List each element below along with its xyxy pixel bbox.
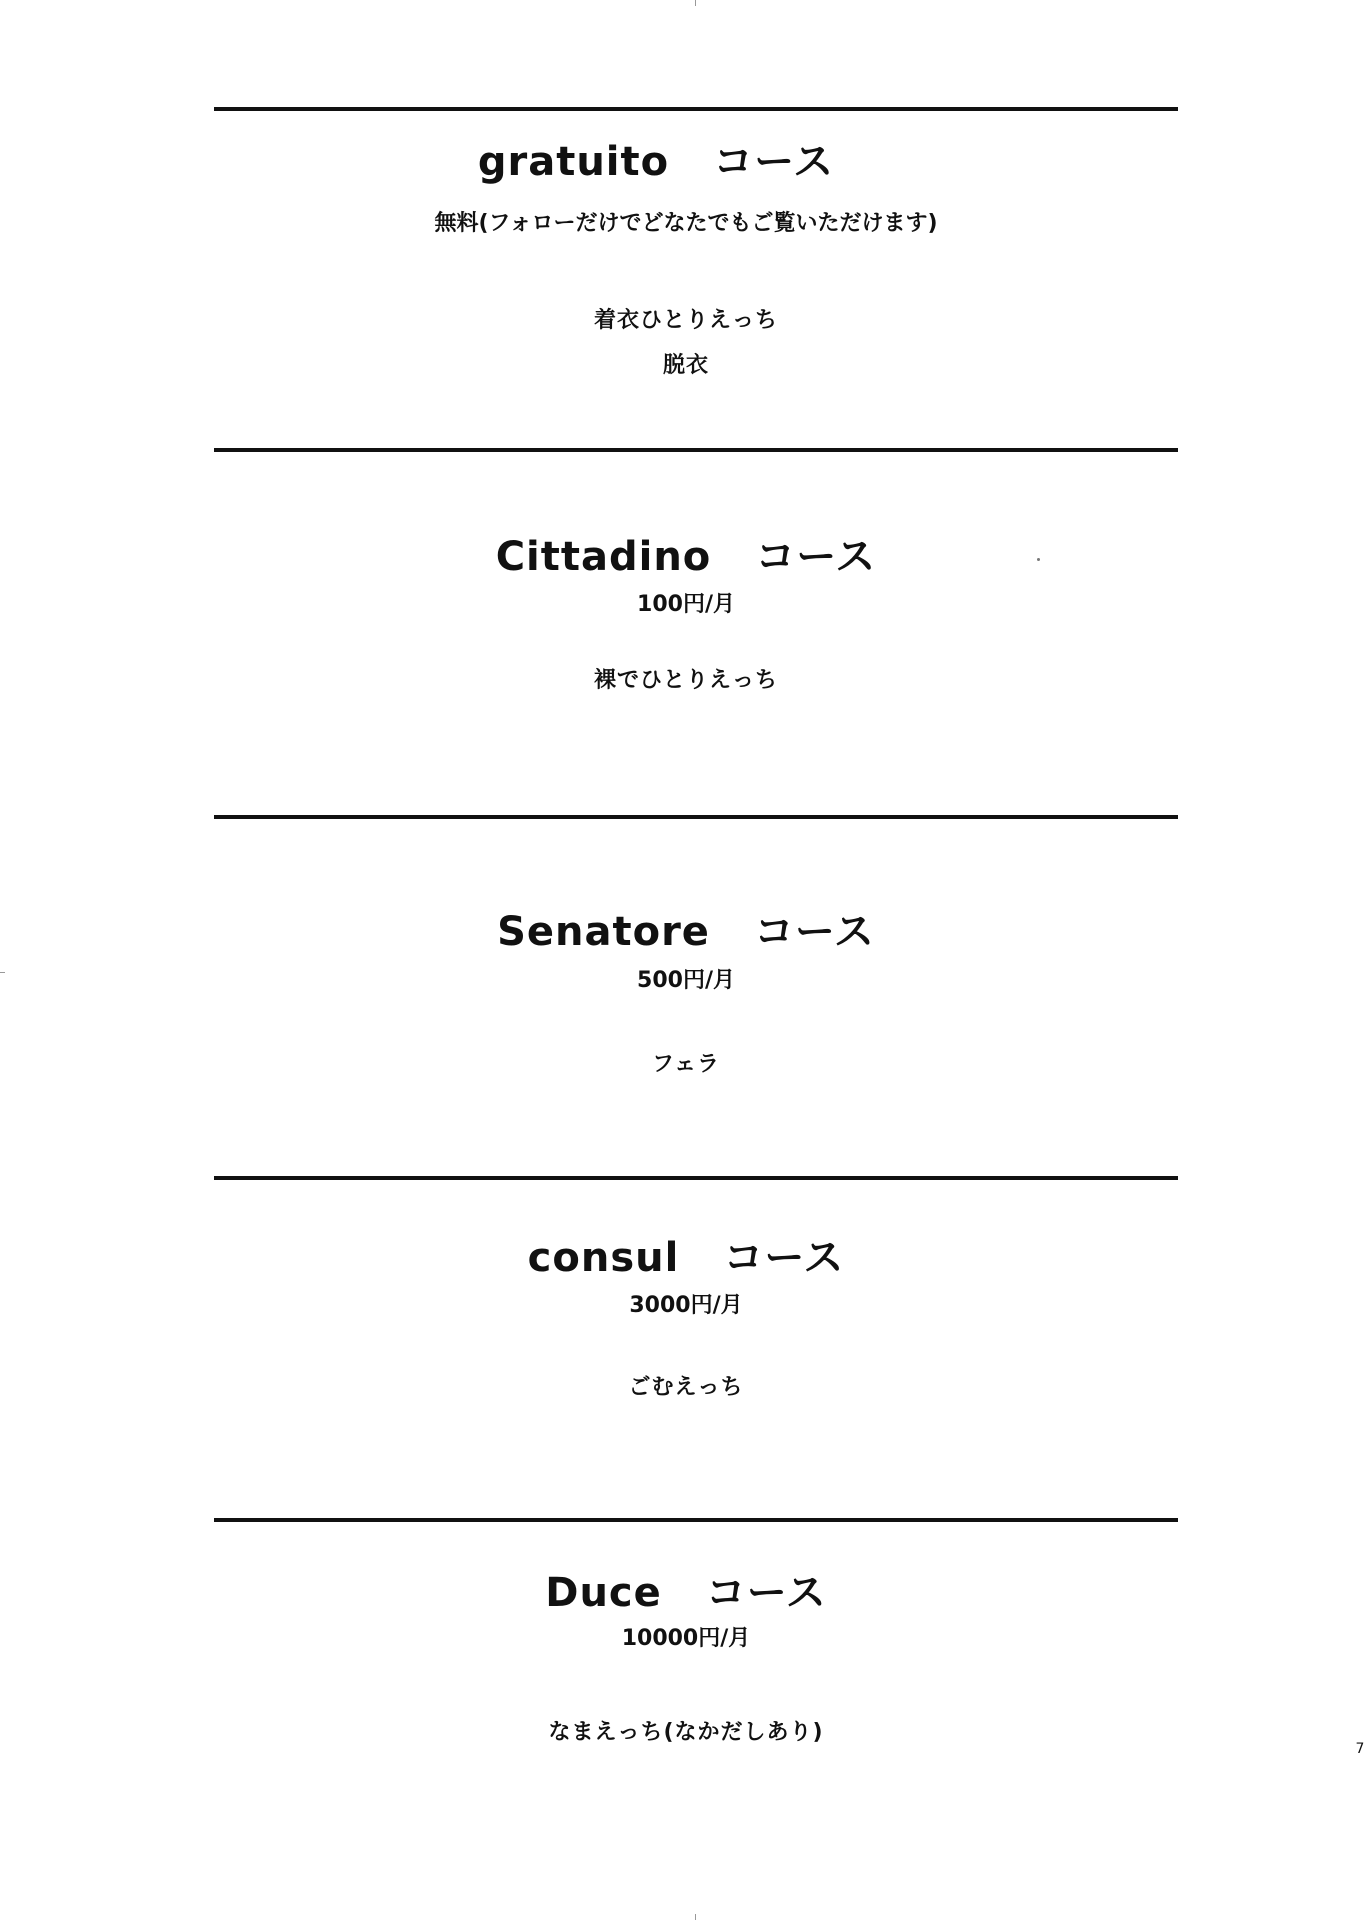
course-suffix: コース <box>723 1235 845 1281</box>
course-name: Senatore <box>497 909 710 955</box>
section-divider <box>214 815 1178 819</box>
section-divider <box>214 448 1178 452</box>
course-title <box>0 1561 1372 1618</box>
course-title <box>0 525 1372 582</box>
course-item: 裸でひとりえっち <box>593 668 778 693</box>
course-name: Cittadino <box>495 534 712 580</box>
course-price: 10000円/月 <box>621 1626 751 1651</box>
course-price: 100円/月 <box>637 592 735 617</box>
section-divider <box>214 1518 1178 1522</box>
course-title <box>0 1226 1372 1283</box>
course-suffix: コース <box>755 534 877 580</box>
page-number: 7 <box>1355 1741 1365 1757</box>
course-price: 無料(フォローだけでどなたでもご覧いただけます) <box>434 211 938 236</box>
crop-mark-bottom <box>695 1914 696 1920</box>
course-name: consul <box>527 1235 680 1281</box>
course-price: 3000円/月 <box>629 1293 743 1318</box>
course-item: 着衣ひとりえっち <box>593 308 778 333</box>
course-title <box>0 130 1372 187</box>
course-price: 500円/月 <box>637 968 735 993</box>
course-name: Duce <box>545 1570 662 1616</box>
course-item: 脱衣 <box>662 353 709 378</box>
section-divider <box>214 107 1178 111</box>
course-suffix: コース <box>705 1570 827 1616</box>
course-item: なまえっち(なかだしあり) <box>548 1720 824 1745</box>
course-item: ごむえっち <box>628 1375 744 1400</box>
crop-mark-top <box>695 0 696 6</box>
course-title <box>0 900 1372 957</box>
course-name: gratuito <box>477 139 670 185</box>
course-item: フェラ <box>652 1052 720 1077</box>
course-suffix: コース <box>753 909 875 955</box>
section-divider <box>214 1176 1178 1180</box>
course-suffix: コース <box>713 139 835 185</box>
